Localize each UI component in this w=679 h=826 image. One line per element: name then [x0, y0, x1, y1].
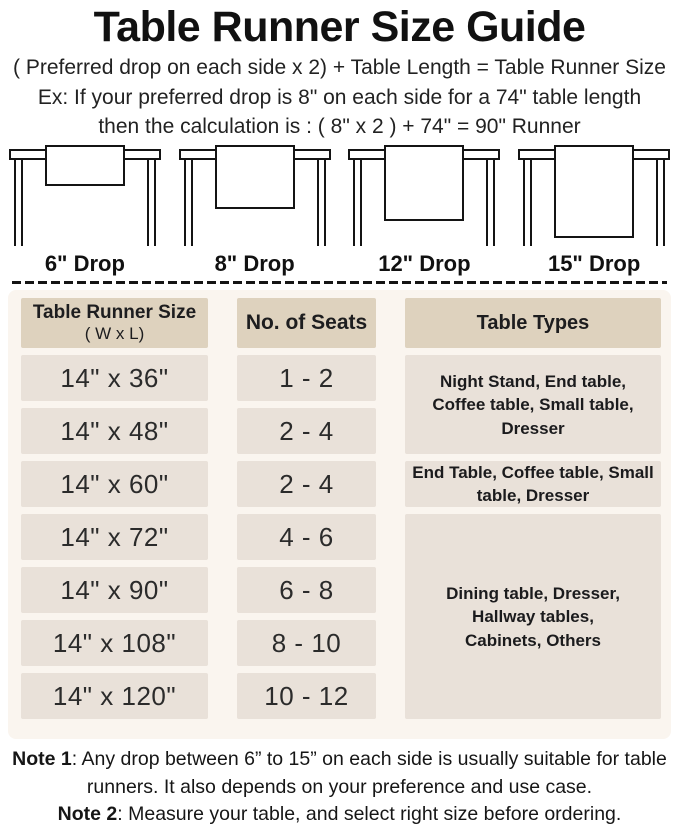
note-1-label: Note 1	[12, 748, 72, 771]
table-leg-shape	[523, 159, 532, 246]
drop-label-12: 12" Drop	[378, 251, 471, 277]
notes	[0, 746, 679, 826]
table-types-cell	[405, 461, 661, 507]
table-types-text: Dining table, Dresser, Hallway tables, Cabinets, Others	[446, 583, 620, 650]
note-1	[0, 746, 679, 801]
table-types-cell	[405, 514, 661, 719]
drop-illustrations	[0, 145, 679, 249]
column-header-size-title: Table Runner Size	[32, 301, 197, 323]
seats-cell: 8 - 10	[237, 620, 376, 666]
seats-cell: 10 - 12	[237, 673, 376, 719]
table-leg-shape	[486, 159, 495, 246]
table-diagram-6-drop	[9, 145, 161, 249]
size-cell: 14" x 60"	[21, 461, 208, 507]
seats-cell: 2 - 4	[237, 461, 376, 507]
table-diagram-15-drop	[518, 145, 670, 249]
seats-cell: 6 - 8	[237, 567, 376, 613]
table-leg-shape	[353, 159, 362, 246]
table-types-text: Night Stand, End table, Coffee table, Small table, Dresser	[432, 371, 634, 438]
size-cell: 14" x 48"	[21, 408, 208, 454]
column-header-types: Table Types	[405, 298, 661, 348]
table-types-text: End Table, Coffee table, Small table, Dresser	[412, 462, 654, 506]
note-2-text: : Measure your table, and select right size before ordering.	[117, 803, 622, 826]
table-leg-shape	[184, 159, 193, 246]
table-leg-shape	[147, 159, 156, 246]
column-header-seats: No. of Seats	[237, 298, 376, 348]
seats-cell: 2 - 4	[237, 408, 376, 454]
formula-line: ( Preferred drop on each side x 2) + Table Length = Table Runner Size	[13, 56, 666, 80]
example-line-1: Ex: If your preferred drop is 8" on each side for a 74" table length	[37, 86, 642, 110]
drop-label-15: 15" Drop	[547, 251, 641, 277]
seats-cell: 4 - 6	[237, 514, 376, 560]
header	[0, 0, 679, 139]
example-line-2: then the calculation is : ( 8" x 2 ) + 74" = 90" Runner	[98, 115, 581, 139]
size-cell: 14" x 90"	[21, 567, 208, 613]
runner-shape	[45, 145, 125, 186]
table-leg-shape	[317, 159, 326, 246]
size-cell: 14" x 72"	[21, 514, 208, 560]
runner-shape	[215, 145, 295, 209]
note-1-text: : Any drop between 6” to 15” on each side is usually suitable for table runners. It also depends on your preference and use case.	[71, 748, 667, 798]
size-cell: 14" x 120"	[21, 673, 208, 719]
table-types-cell	[405, 355, 661, 454]
table-leg-shape	[656, 159, 665, 246]
drop-label-6: 6" Drop	[44, 251, 125, 277]
seats-cell: 1 - 2	[237, 355, 376, 401]
column-header-size-subtitle: ( W x L)	[84, 323, 145, 343]
page-title: Table Runner Size Guide	[93, 3, 586, 51]
dashed-divider	[12, 281, 667, 284]
table-leg-shape	[14, 159, 23, 246]
table-diagram-12-drop	[348, 145, 500, 249]
runner-shape	[554, 145, 634, 238]
drop-labels-row	[0, 251, 679, 277]
note-2	[0, 801, 679, 826]
table-diagram-8-drop	[179, 145, 331, 249]
note-2-label: Note 2	[57, 803, 118, 826]
column-header-size	[21, 298, 208, 348]
drop-label-8: 8" Drop	[214, 251, 295, 277]
size-cell: 14" x 108"	[21, 620, 208, 666]
size-guide-table	[8, 290, 671, 739]
runner-shape	[384, 145, 464, 221]
size-cell: 14" x 36"	[21, 355, 208, 401]
